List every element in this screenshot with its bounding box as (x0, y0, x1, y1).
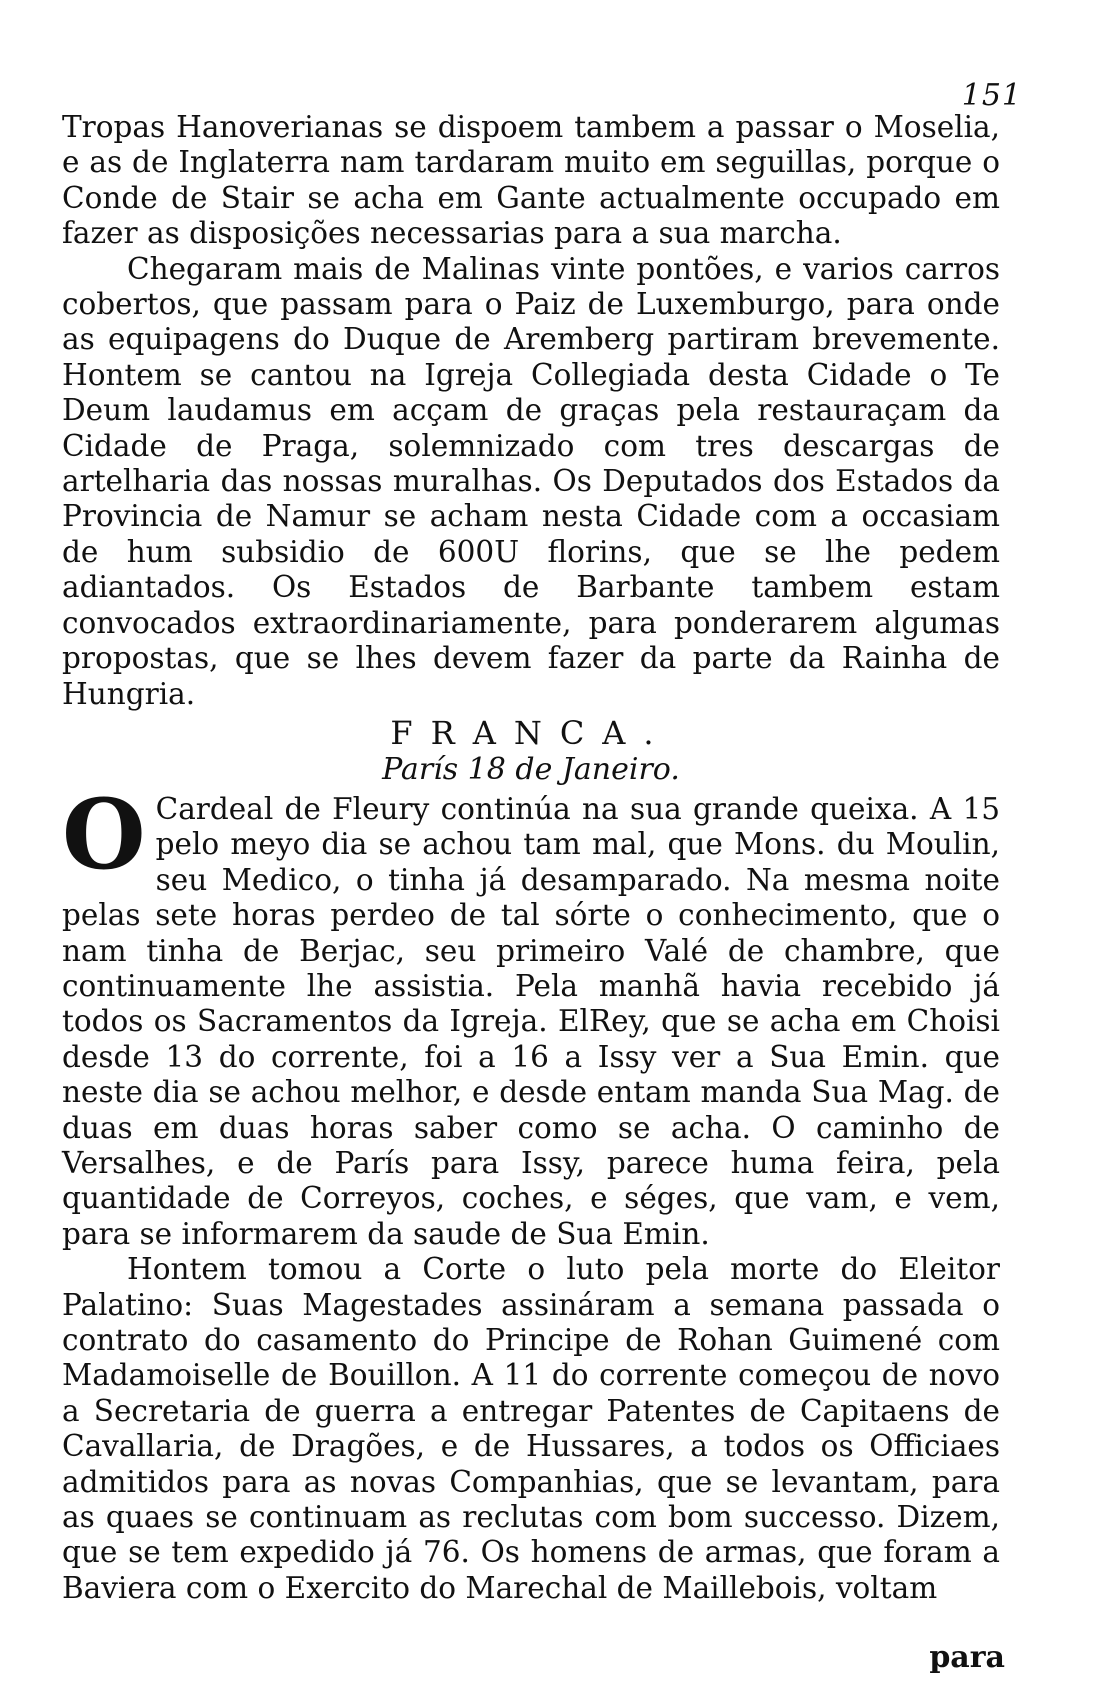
paragraph-cardinal-text: Cardeal de Fleury continúa na sua grande queixa. A 15 pelo meyo dia se achou tam mal, que Mons. du Moulin, seu Medico, o tinha já desamparado. Na mesma noite pelas sete horas perdeo de tal sórte o conhecimento, que o nam tinha de Berjac, seu primeiro Valé de chambre, que continuamente lhe assistia. Pela manhã havia recebido já todos os Sacramentos da Igreja. ElRey, que se acha em Choisi desde 13 do corrente, foi a 16 a Issy ver a Sua Emin. que neste dia se achou melhor, e desde entam manda Sua Mag. de duas em duas horas saber como se acha. O caminho de Versalhes, e de París para Issy, parece huma feira, pela quantidade de Correyos, coches, e séges, que vam, e vem, para se informarem da saude de Sua Emin. (62, 791, 1000, 1251)
paragraph-cardinal (62, 777, 1000, 1252)
paragraph-malinas: Chegaram mais de Malinas vinte pontões, e varios carros cobertos, que passam para o Paiz de Luxemburgo, para onde as equipagens do Duque de Aremberg partiram brevemente. Hontem se cantou na Igreja Collegiada desta Cidade o Te Deum laudamus em acçam de graças pela restauraçam da Cidade de Praga, solemnizado com tres descargas de artelharia das nossas muralhas. Os Deputados dos Estados da Provincia de Namur se acham nesta Cidade com a occasiam de hum subsidio de 600U florins, que se lhe pedem adiantados. Os Estados de Barbante tambem estam convocados extraordinariamente, para ponderarem algumas propostas, que se lhes devem fazer da parte da Rainha de Hungria. (62, 251, 1000, 711)
section-heading: FRANCA. (390, 713, 672, 752)
dateline: París 18 de Janeiro. (382, 751, 680, 787)
catchword: para (929, 1640, 1005, 1675)
page-number: 151 (961, 78, 1022, 113)
body-text (62, 110, 1000, 1606)
paragraph-court: Hontem tomou a Corte o luto pela morte do Eleitor Palatino: Suas Magestades assináram a semana passada o contrato do casamento do Principe de Rohan Guimené com Madamoiselle de Bouillon. A 11 do corrente começou de novo a Secretaria de guerra a entregar Patentes de Capitaens de Cavallaria, de Dragões, e de Hussares, a todos os Officiaes admitidos para as novas Companhias, que se levantam, para as quaes se continuam as reclutas com bom successo. Dizem, que se tem expedido já 76. Os homens de armas, que foram a Baviera com o Exercito do Marechal de Maillebois, voltam (62, 1252, 1000, 1605)
paragraph-troops: Tropas Hanoverianas se dispoem tambem a passar o Moselia, e as de Inglaterra nam tardaram muito em seguillas, porque o Conde de Stair se acha em Gante actualmente occupado em fazer as disposições necessarias para a sua marcha. (62, 110, 1000, 251)
drop-cap: O (62, 777, 146, 891)
